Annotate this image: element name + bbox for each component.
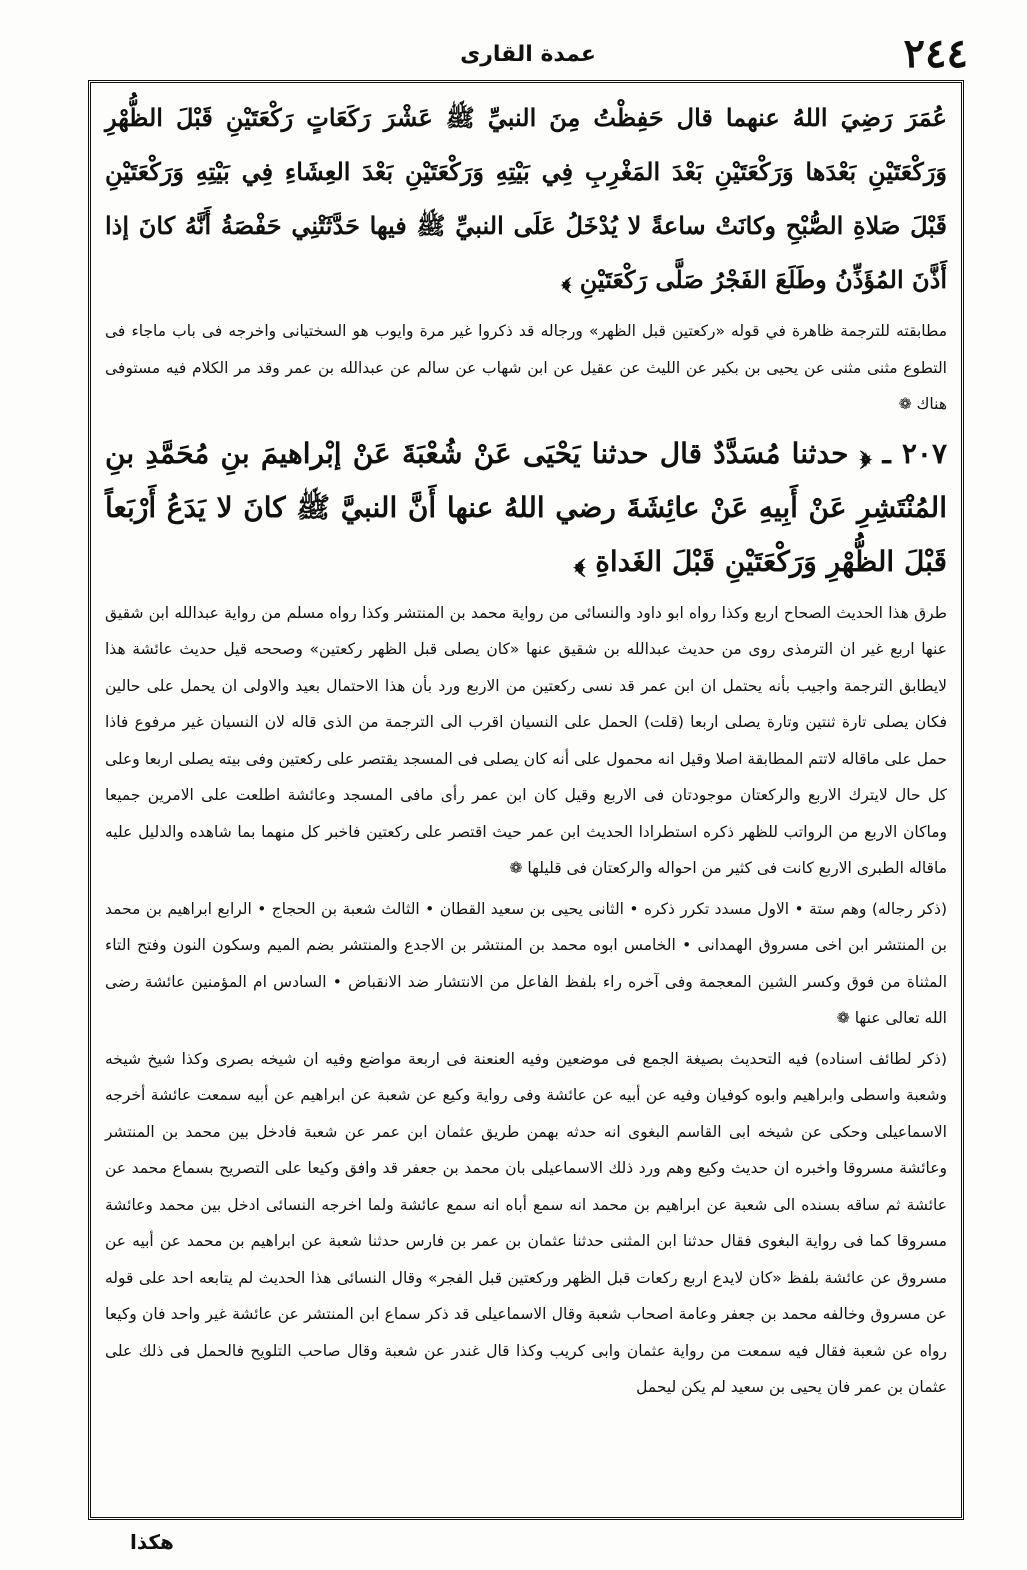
hadith-text: عُمَرَ رَضِيَ اللهُ عنهما قال حَفِظْتُ مِنَ النبيِّ ﷺ عَشْرَ رَكَعَاتٍ رَكْعَتَيْنِ قَبْلَ الظُّهْرِ وَرَكْعَتَيْنِ بَعْدَها وَرَكْعَتَيْنِ بَعْدَ المَغْرِبِ فِي بَيْتِهِ وَرَكْعَتَيْنِ بَعْدَ العِشَاءِ فِي بَيْتِهِ وَرَكْعَتَيْنِ قَبْلَ صَلاةِ الصُّبْحِ وكانَتْ ساعةً لا يُدْخَلُ عَلَى النبيِّ ﷺ فيها حَدَّثَتْنِي حَفْصَةُ أَنَّهُ كانَ إذا أَذَّنَ المُؤَذِّنُ وطَلَعَ الفَجْرُ صَلَّى رَكْعَتَيْنِ ﴾: [105, 103, 948, 294]
hadith-text-continued: [105, 91, 947, 307]
narrators-section: (ذكر رجاله) وهم ستة • الاول مسدد تكرر ذكره • الثانی يحيى بن سعيد القطان • الثالث شعبة بن الحجاج • الرابع ابراهيم بن محمد بن المنتشر ابن اخی مسروق الهمدانی • الخامس ابوه محمد بن المنتشر بن الاجدع والمنتشر بضم الميم وسكون النون وفتح التاء المثناة من فوق وكسر الشين المعجمة وفی آخره راء بلفظ الفاعل من الانتشار ضد الانقباض • السادس ام المؤمنين عائشة رضی الله تعالى عنها ❁: [105, 899, 947, 1027]
isnad-subtleties-section: (ذكر لطائف اسناده) فيه التحديث بصيغة الجمع فی موضعين وفيه العنعنة فی اربعة مواضع وفيه ان شيخه بصرى وكذا شيخ شيخه وشعبة واسطی وابراهيم وابوه كوفيان وفيه عن أبيه عن عائشة وفی رواية وكيع عن شعبة عن ابراهيم عن أبيه سمعت عائشة أخرجه الاسماعيلی وحكى عن شيخه ابی القاسم البغوى انه حدثه بهمن طريق عثمان ابن عمر عن شعبة فادخل بين محمد بن المنتشر وعائشة مسروقا واخبره ان حديث وكيع وهم ورد ذلك الاسماعيلی بان محمد بن جعفر قد وافق وكيعا على التصريح بسماع محمد عن عائشة ثم ساقه بسنده الى شعبة عن ابراهيم بن محمد انه سمع أباه انه سمع عائشة ولما اخرجه النسائی ادخل بين محمد وعائشة مسروقا كما فی رواية البغوى فقال حدثنا ابن المثنى حدثنا عثمان بن عمر بن فارس حدثنا شعبة عن ابراهيم بن محمد عن أبيه عن مسروق عن عائشة بلفظ «كان لايدع اربع ركعات قبل الظهر وركعتين قبل الفجر» وقال النسائی هذا الحديث لم يتابعه احد على قوله عن مسروق وخالفه محمد بن جعفر وعامة اصحاب شعبة وقال الاسماعيلی قد ذكر سماع ابن المنتشر عن عائشة غير واحد فان وكيعا رواه عن شعبة فقال فيه سمعت من رواية عثمان وابی كريب وكذا قال غندر عن شعبة وقال صاحب التلويح فالحمل فی ذلك على عثمان بن عمر فان يحيى بن سعيد لم يكن ليحمل: [105, 1049, 947, 1396]
running-title: عمدة القاری: [460, 42, 596, 67]
page-number: ٢٤٤: [903, 30, 968, 77]
commentary-paragraph: طرق هذا الحديث الصحاح اربع وكذا رواه ابو داود والنسائی من رواية محمد بن المنتشر وكذا رواه مسلم من رواية عبدالله ابن شقيق عنها اربع غير ان الترمذی روى من حديث عبدالله بن شقيق عنها «كان يصلی قبل الظهر ركعتين» وصححه قيل حديث عائشة هذا لايطابق الترجمة واجيب بأنه يحتمل ان ابن عمر قد نسی ركعتين من الاربع ورد بأن هذا الاحتمال بعيد والاولى ان يحمل على حالين فكان يصلی تارة ثنتين وتارة يصلی اربعا (قلت) الحمل على النسيان اقرب الى الترجمة من الذی قاله لان النسيان غير مرفوع فاذا حمل على ماقاله لاتتم المطابقة اصلا وقيل انه محمول على أنه كان يصلی فی المسجد يقتصر على ركعتين وفی بيته يصلی اربعا وعلى كل حال لايترك الاربع والركعتان موجودتان فی الاربع وقيل كان ابن عمر رأى مافی المسجد وعائشة اطلعت على الامرين جميعا وماكان الاربع من الرواتب للظهر ذكره استطرادا الحديث ابن عمر حيث اقتصر على ركعتين فاخبر كل منهما بما شاهده والدليل عليه ماقاله الطبرى الاربع كانت فی كثير من احواله والركعتان فی قليلها ❁: [105, 603, 947, 877]
hadith-207: [105, 427, 947, 589]
hadith-number: ٢٠٧ ـ ﴿: [859, 436, 948, 470]
hadith-text: حدثنا مُسَدَّدٌ قال حدثنا يَحْيَى عَنْ شُعْبَةَ عَنْ إبْراهيمَ بنِ مُحَمَّدِ بنِ المُنْتَشِرِ عَنْ أَبِيهِ عَنْ عائِشَةَ رضي اللهُ عنها أَنَّ النبيَّ ﷺ كانَ لا يَدَعُ أَرْبَعاً قَبْلَ الظُّهْرِ وَرَكْعَتَيْنِ قَبْلَ الغَداةِ ﴾: [105, 436, 947, 578]
catchword: هكذا: [130, 1530, 174, 1554]
page-header: [88, 30, 968, 78]
commentary-paragraph: مطابقته للترجمة ظاهرة في قوله «ركعتين قبل الظهر» ورجاله قد ذكروا غير مرة وايوب هو السختيانی واخرجه فی باب ماجاء فی التطوع مثنى مثنى عن یحيى بن بكير عن الليث عن عقيل عن ابن شهاب عن سالم عن عبدالله بن عمر وقد مر الكلام فيه مستوفی هناك ❁: [105, 322, 947, 413]
page-frame: [88, 80, 964, 1520]
